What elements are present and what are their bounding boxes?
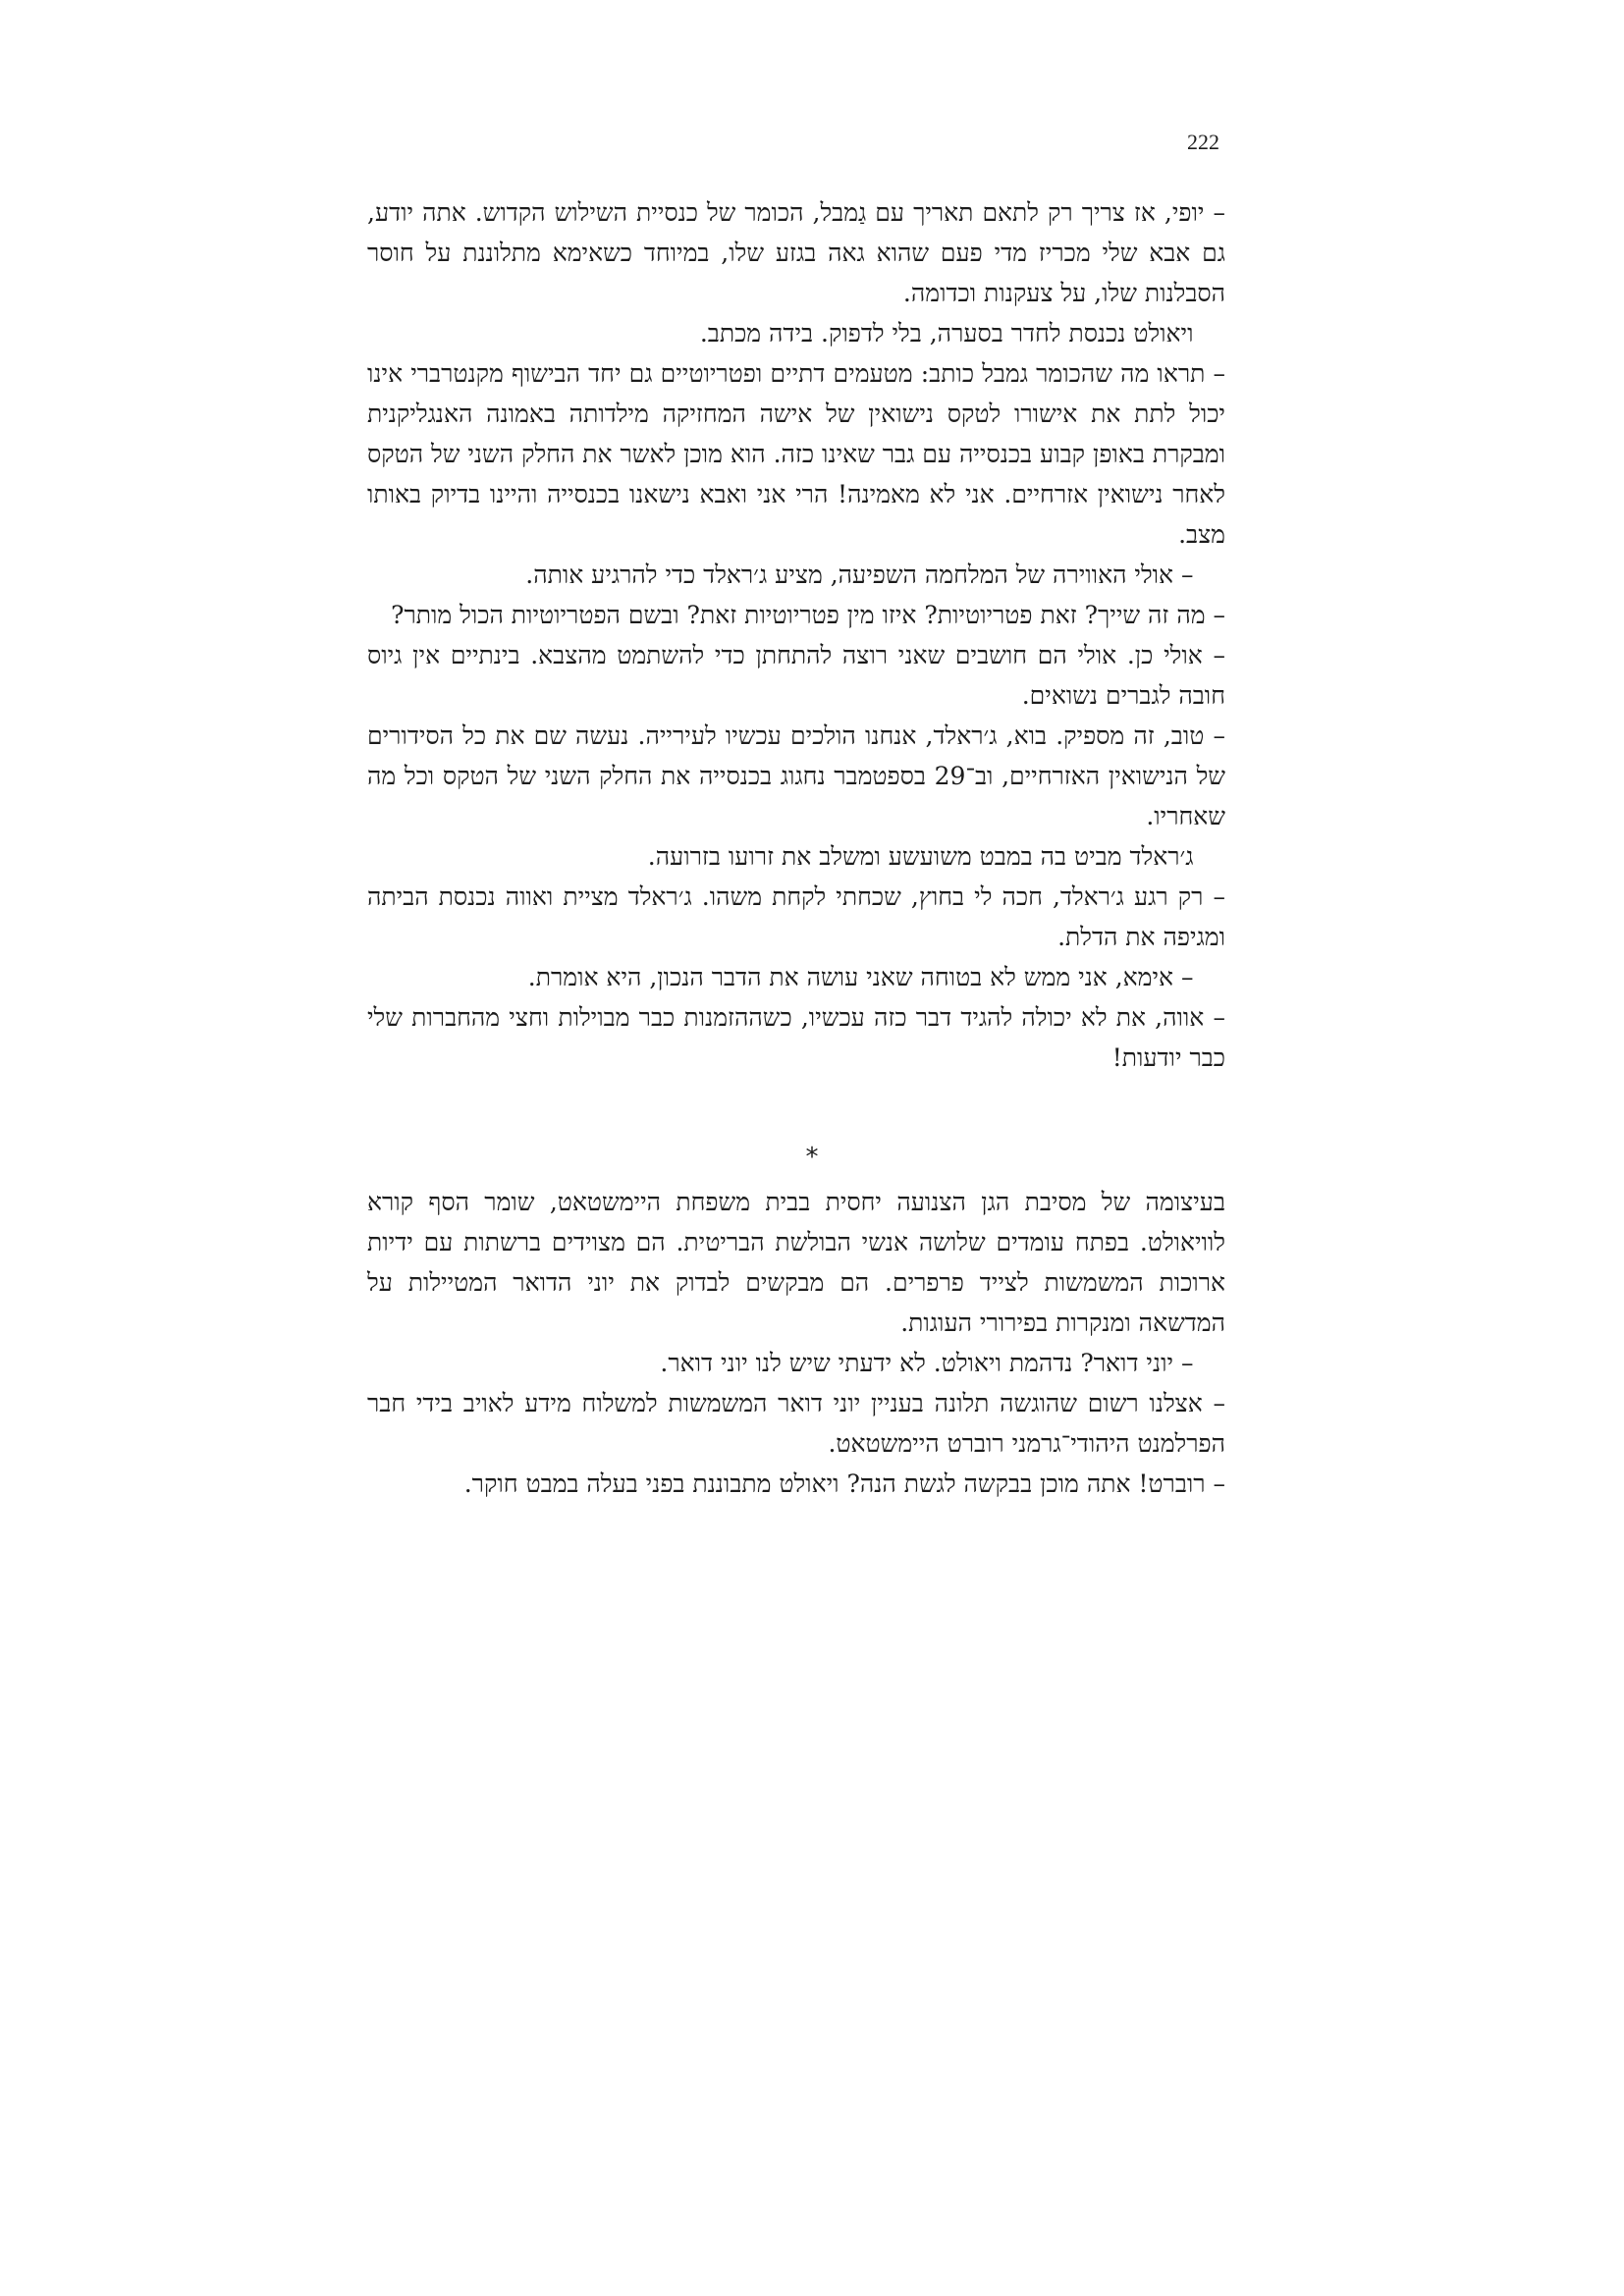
body-text-part-one <box>367 192 1225 1078</box>
section-separator: * <box>805 1143 819 1172</box>
paragraph: – יופי, אז צריך רק לתאם תאריך עם גַמבל, הכומר של כנסיית השילוש הקדוש. אתה יודע, גם אבא שלי מכריז מדי פעם שהוא גאה בגזע שלו, במיוחד כשאימא מתלוננת על חוסר הסבלנות שלו, על צעקנות וכדומה. <box>367 198 1225 307</box>
body-text-part-two <box>367 1182 1225 1504</box>
paragraph: – יוני דואר? נדהמת ויאולט. לא ידעתי שיש לנו יוני דואר. <box>660 1349 1194 1377</box>
paragraph: – אווה, את לא יכולה להגיד דבר כזה עכשיו, כשההזמנות כבר מבוילות וחצי מהחברות שלי כבר יודעות! <box>367 1003 1225 1072</box>
paragraph: – אולי האווירה של המלחמה השפיעה, מציע ג׳ראלד כדי להרגיע אותה. <box>525 561 1194 589</box>
paragraph: – אימא, אני ממש לא בטוחה שאני עושה את הדבר הנכון, היא אומרת. <box>527 963 1194 991</box>
paragraph: – טוב, זה מספיק. בוא, ג׳ראלד, אנחנו הולכים עכשיו לעירייה. נעשה שם את כל הסידורים של הנישואין האזרחיים, וב־29 בספטמבר נחגוג בכנסייה את החלק השני של הטקס וכל מה שאחריו. <box>367 721 1225 830</box>
paragraph: ויאולט נכנסת לחדר בסערה, בלי לדפוק. בידה מכתב. <box>699 319 1194 347</box>
paragraph: – רק רגע ג׳ראלד, חכה לי בחוץ, שכחתי לקחת משהו. ג׳ראלד מציית ואווה נכנסת הביתה ומגיפה את הדלת. <box>367 882 1225 951</box>
paragraph: – אצלנו רשום שהוגשה תלונה בעניין יוני דואר המשמשות למשלוח מידע לאויב בידי חבר הפרלמנט היהודי־גרמני רוברט היימשטאט. <box>367 1389 1225 1458</box>
paragraph: – רוברט! אתה מוכן בבקשה לגשת הנה? ויאולט מתבוננת בפני בעלה במבט חוקר. <box>463 1469 1225 1498</box>
page-number: 222 <box>1187 130 1219 154</box>
paragraph: ג׳ראלד מביט בה במבט משועשע ומשלב את זרועו בזרועה. <box>647 842 1194 871</box>
paragraph: – תראו מה שהכומר גמבל כותב: מטעמים דתיים ופטריוטיים גם יחד הבישוף מקנטרברי אינו יכול לתת את אישורו לטקס נישואין של אישה המחזיקה מילדותה באמונה האנגליקנית ומבקרת באופן קבוע בכנסייה עם גבר שאינו כזה. הוא מוכן לאשר את החלק השני של הטקס לאחר נישואין אזרחיים. אני לא מאמינה! הרי אני ואבא נישאנו בכנסייה והיינו בדיוק באותו מצב. <box>367 359 1225 549</box>
paragraph: – מה זה שייך? זאת פטריוטיות? איזו מין פטריוטיות זאת? ובשם הפטריוטיות הכול מותר? <box>391 601 1225 629</box>
paragraph: – אולי כן. אולי הם חושבים שאני רוצה להתחתן כדי להשתמט מהצבא. בינתיים אין גיוס חובה לגברים נשואים. <box>367 641 1225 710</box>
paragraph: בעיצומה של מסיבת הגן הצנועה יחסית בבית משפחת היימשטאט, שומר הסף קורא לוויאולט. בפתח עומדים שלושה אנשי הבולשת הבריטית. הם מצוידים ברשתות עם ידיות ארוכות המשמשות לצייד פרפרים. הם מבקשים לבדוק את יוני הדואר המטיילות על המדשאה ומנקרות בפירורי העוגות. <box>367 1188 1225 1337</box>
